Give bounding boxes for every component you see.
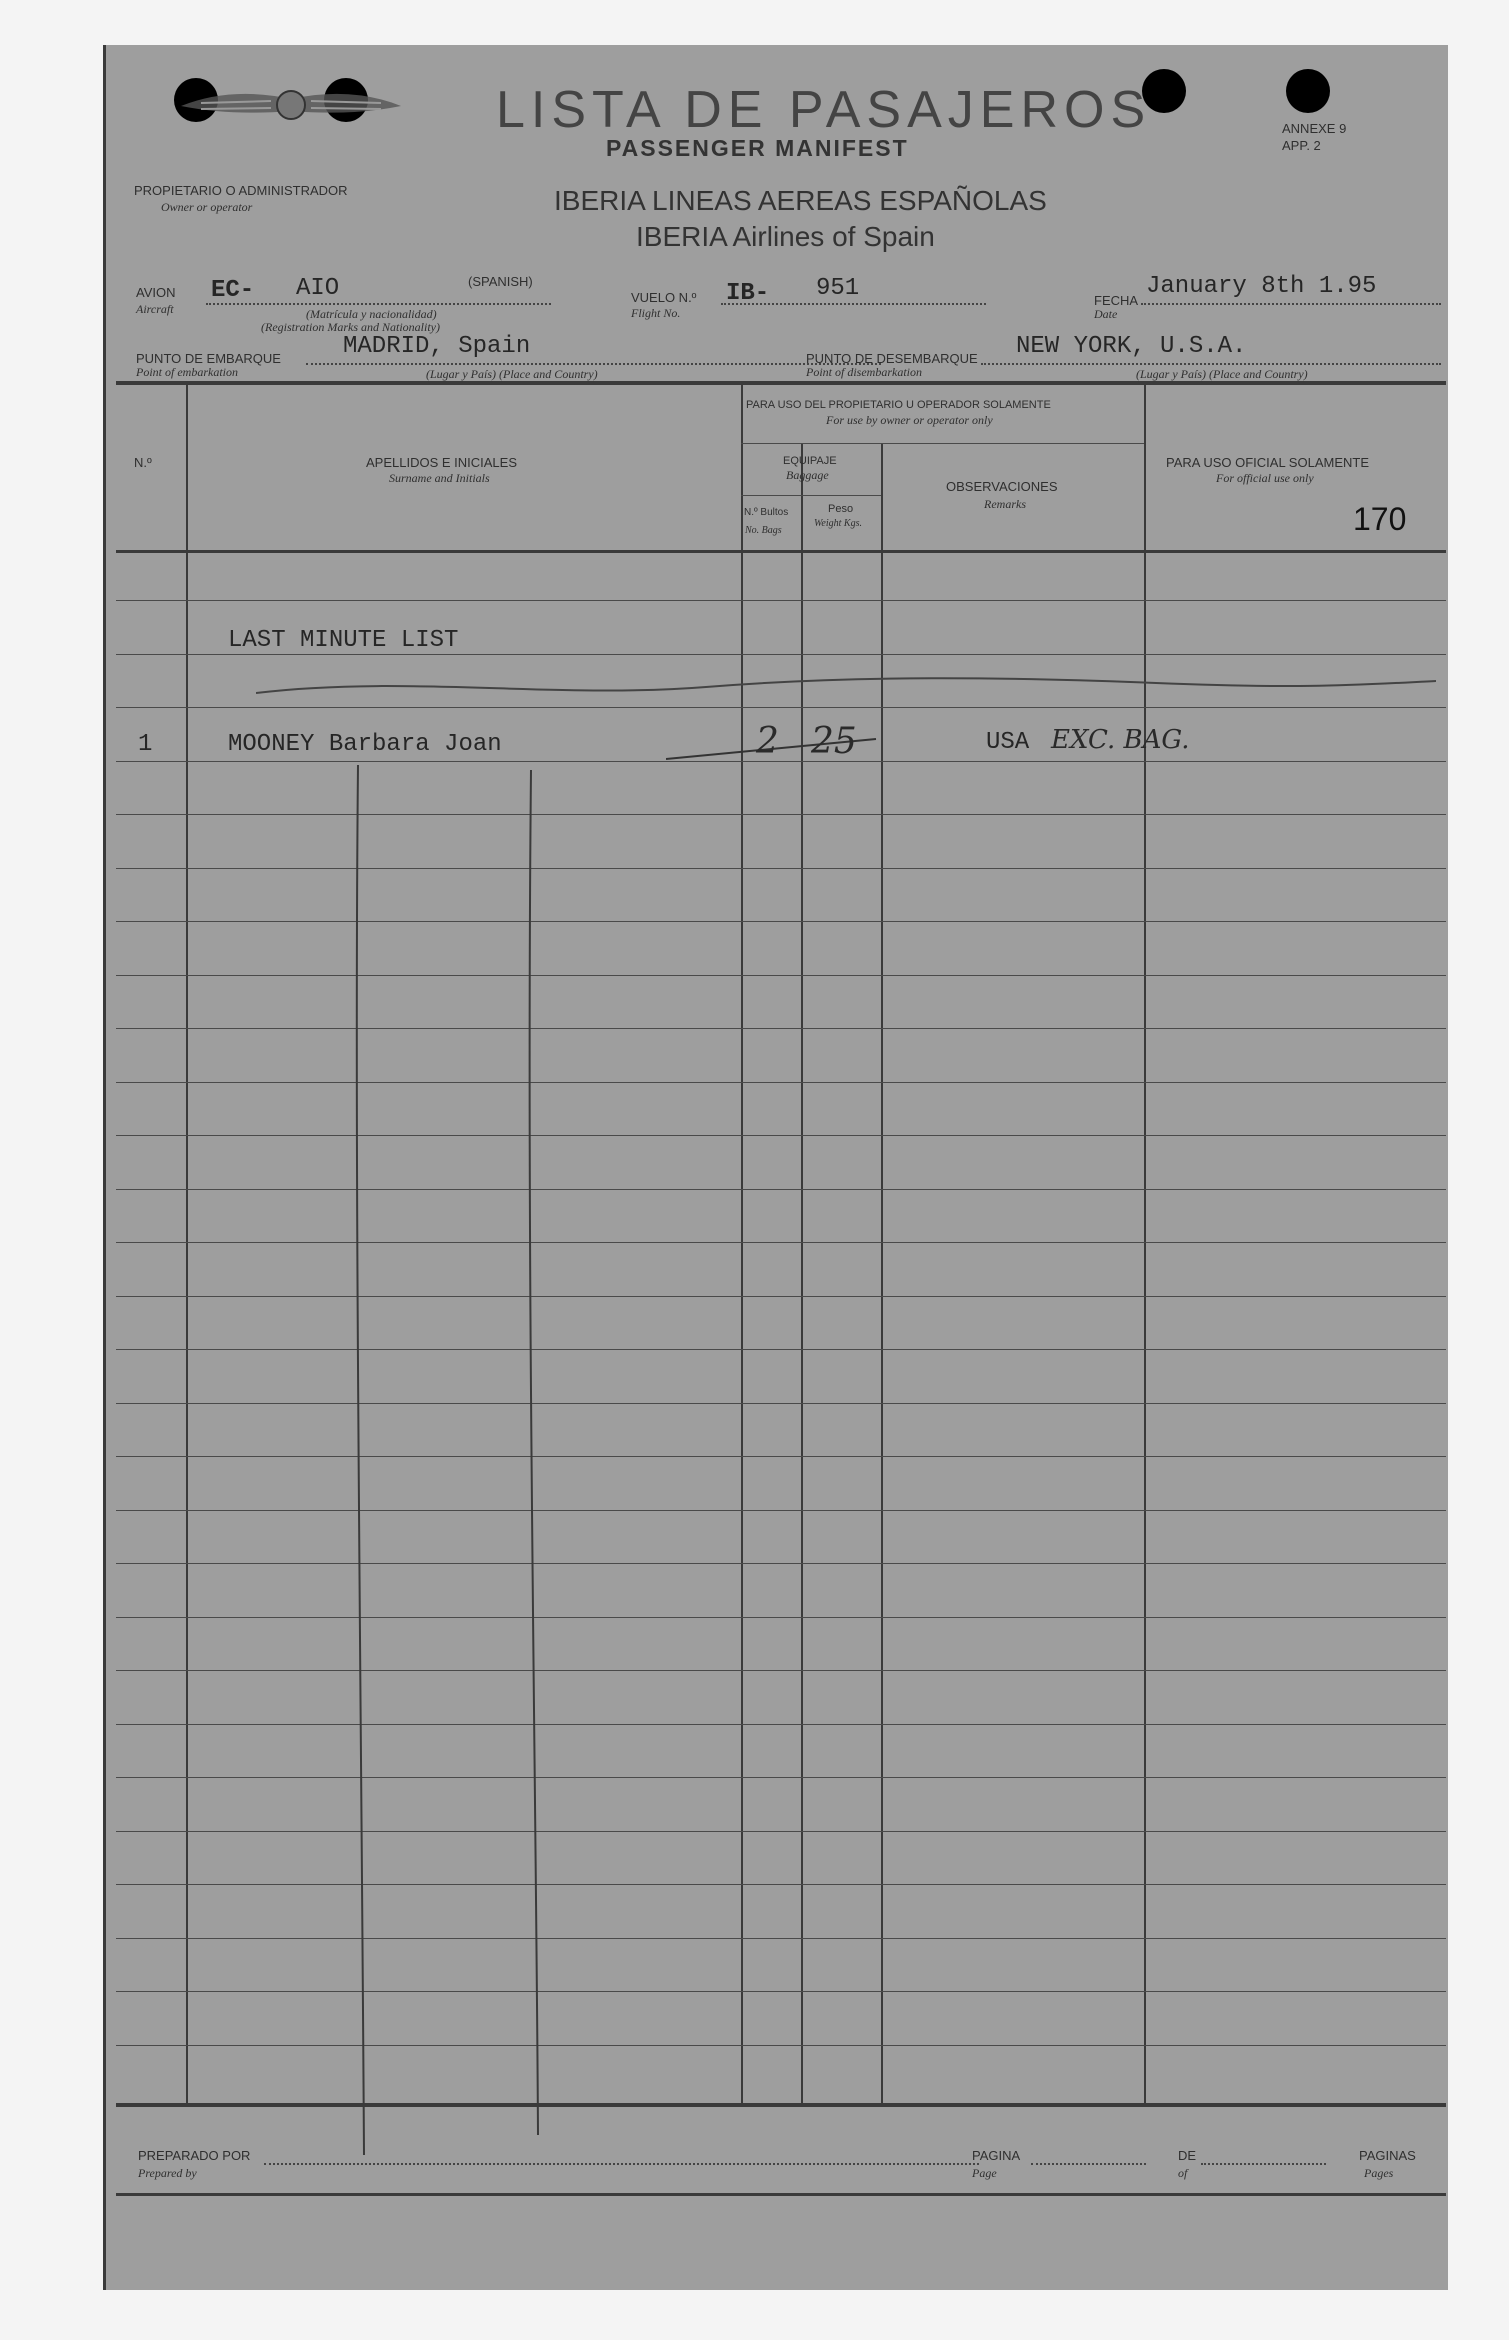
table-row-rule: [116, 1189, 1446, 1190]
table-bottom-rule: [116, 2103, 1446, 2107]
aircraft-note-en: (Registration Marks and Nationality): [261, 320, 440, 334]
official-header: PARA USO OFICIAL SOLAMENTE: [1166, 455, 1369, 470]
flight-prefix: IB-: [726, 280, 770, 307]
embark-field-line: [306, 363, 881, 365]
table-row-rule: [116, 1028, 1446, 1029]
remarks-handwritten: EXC. BAG.: [1051, 725, 1190, 755]
weight-header: Peso: [828, 503, 854, 515]
table-row-rule: [116, 868, 1446, 869]
owner-label: PROPIETARIO O ADMINISTRADOR: [134, 183, 348, 198]
owner-use-header: PARA USO DEL PROPIETARIO U OPERADOR SOLAMENTE: [746, 399, 1051, 411]
pen-guide-lines: [336, 765, 736, 2165]
table-row-rule: [116, 1563, 1446, 1564]
table-row-rule: [116, 1884, 1446, 1885]
col-rule-official: [1144, 383, 1146, 2103]
table-row-rule: [116, 1938, 1446, 1939]
page-label: PAGINA: [972, 2148, 1021, 2163]
date-field-line: [1141, 303, 1441, 305]
table-row-rule: [116, 1403, 1446, 1404]
page-subtitle: PASSENGER MANIFEST: [606, 135, 909, 161]
col-rule-bags: [741, 383, 743, 2103]
table-row-rule: [116, 600, 1446, 601]
airline-name: IBERIA LINEAS AEREAS ESPAÑOLAS: [554, 185, 1047, 216]
table-row-rule: [116, 921, 1446, 922]
remarks-header-en: Remarks: [984, 497, 1026, 511]
of-label-en: of: [1178, 2166, 1188, 2180]
official-number: 170: [1353, 501, 1407, 537]
aircraft-label: AVION: [136, 285, 176, 300]
table-row-rule: [116, 1724, 1446, 1725]
baggage-header-en: Baggage: [786, 468, 829, 482]
embark-note: (Lugar y País) (Place and Country): [426, 367, 598, 381]
embark-label: PUNTO DE EMBARQUE: [136, 351, 281, 366]
table-row-rule: [116, 1670, 1446, 1671]
table-row-rule: [116, 1082, 1446, 1083]
table-row-rule: [116, 654, 1446, 655]
embark-place: MADRID, Spain: [343, 333, 531, 360]
aircraft-note: (Matrícula y nacionalidad): [306, 307, 437, 321]
flight-number: 951: [816, 275, 860, 302]
flight-date: January 8th 1.95: [1146, 273, 1377, 300]
iberia-wings-logo: [171, 81, 411, 131]
aircraft-registration: AIO: [296, 275, 340, 302]
passenger-name: MOONEY Barbara Joan: [228, 731, 502, 758]
aircraft-label-en: Aircraft: [136, 302, 174, 316]
punch-hole: [1286, 69, 1330, 113]
flight-field-line: [721, 303, 986, 305]
remarks-typed: USA: [986, 729, 1030, 756]
table-row-rule: [116, 1510, 1446, 1511]
col-no-header: N.º: [134, 455, 152, 470]
aircraft-prefix: EC-: [211, 277, 255, 304]
table-row-rule: [116, 1617, 1446, 1618]
header-bottom-rule: [116, 550, 1446, 553]
baggage-rule: [741, 495, 881, 496]
table-row-rule: [116, 1456, 1446, 1457]
date-label-en: Date: [1094, 307, 1118, 321]
table-row-rule: [116, 1296, 1446, 1297]
section-heading: LAST MINUTE LIST: [228, 627, 459, 654]
table-row-rule: [116, 1349, 1446, 1350]
footer-bottom-rule: [116, 2193, 1446, 2196]
table-row-rule: [116, 2045, 1446, 2046]
disembark-label: PUNTO DE DESEMBARQUE: [806, 351, 978, 366]
table-row-rule: [116, 1777, 1446, 1778]
table-row-rule: [116, 1831, 1446, 1832]
pages-label-en: Pages: [1364, 2166, 1394, 2180]
flight-label: VUELO N.º: [631, 290, 697, 305]
page-label-en: Page: [972, 2166, 997, 2180]
embark-label-en: Point of embarkation: [136, 365, 238, 379]
passenger-number: 1: [138, 731, 153, 758]
disembark-place: NEW YORK, U.S.A.: [1016, 333, 1247, 360]
page-field-line: [1031, 2163, 1146, 2165]
col-rule-name: [186, 383, 188, 2103]
baggage-header: EQUIPAJE: [783, 455, 837, 467]
wavy-separator: [256, 665, 1436, 705]
table-row-rule: [116, 1991, 1446, 1992]
prepared-label: PREPARADO POR: [138, 2148, 251, 2163]
pages-label: PAGINAS: [1359, 2148, 1416, 2163]
col-name-header-en: Surname and Initials: [389, 471, 490, 485]
aircraft-nationality: (SPANISH): [468, 274, 533, 289]
disembark-label-en: Point of disembarkation: [806, 365, 922, 379]
official-header-en: For official use only: [1216, 471, 1314, 485]
manifest-sheet: [103, 45, 1448, 2290]
baggage-weight: 25: [811, 721, 857, 762]
prepared-label-en: Prepared by: [138, 2166, 197, 2180]
table-row-rule: [116, 975, 1446, 976]
table-row-rule: [116, 707, 1446, 708]
table-row-rule: [116, 1135, 1446, 1136]
disembark-field-line: [981, 363, 1441, 365]
prepared-field-line: [264, 2163, 979, 2165]
owner-use-rule: [741, 443, 1144, 444]
of-field-line: [1201, 2163, 1326, 2165]
baggage-count: 2: [756, 721, 779, 762]
date-label: FECHA: [1094, 293, 1139, 308]
disembark-note: (Lugar y País) (Place and Country): [1136, 367, 1308, 381]
pieces-header: N.º Bultos: [744, 507, 789, 518]
table-row-rule: [116, 814, 1446, 815]
of-label: DE: [1178, 2148, 1197, 2163]
flight-label-en: Flight No.: [631, 306, 681, 320]
aircraft-field-line: [206, 303, 551, 305]
owner-label-en: Owner or operator: [161, 200, 253, 214]
remarks-header: OBSERVACIONES: [946, 479, 1058, 494]
airline-name-en: IBERIA Airlines of Spain: [636, 221, 935, 252]
weight-header-en: Weight Kgs.: [814, 518, 862, 529]
annex-line-2: APP. 2: [1282, 138, 1321, 153]
owner-use-header-en: For use by owner or operator only: [826, 413, 993, 427]
annex-line-1: ANNEXE 9: [1282, 121, 1347, 136]
table-row-rule: [116, 1242, 1446, 1243]
col-name-header: APELLIDOS E INICIALES: [366, 455, 518, 470]
page-title: LISTA DE PASAJEROS: [496, 81, 1152, 139]
pieces-header-en: No. Bags: [745, 525, 782, 536]
table-top-rule: [116, 381, 1446, 385]
